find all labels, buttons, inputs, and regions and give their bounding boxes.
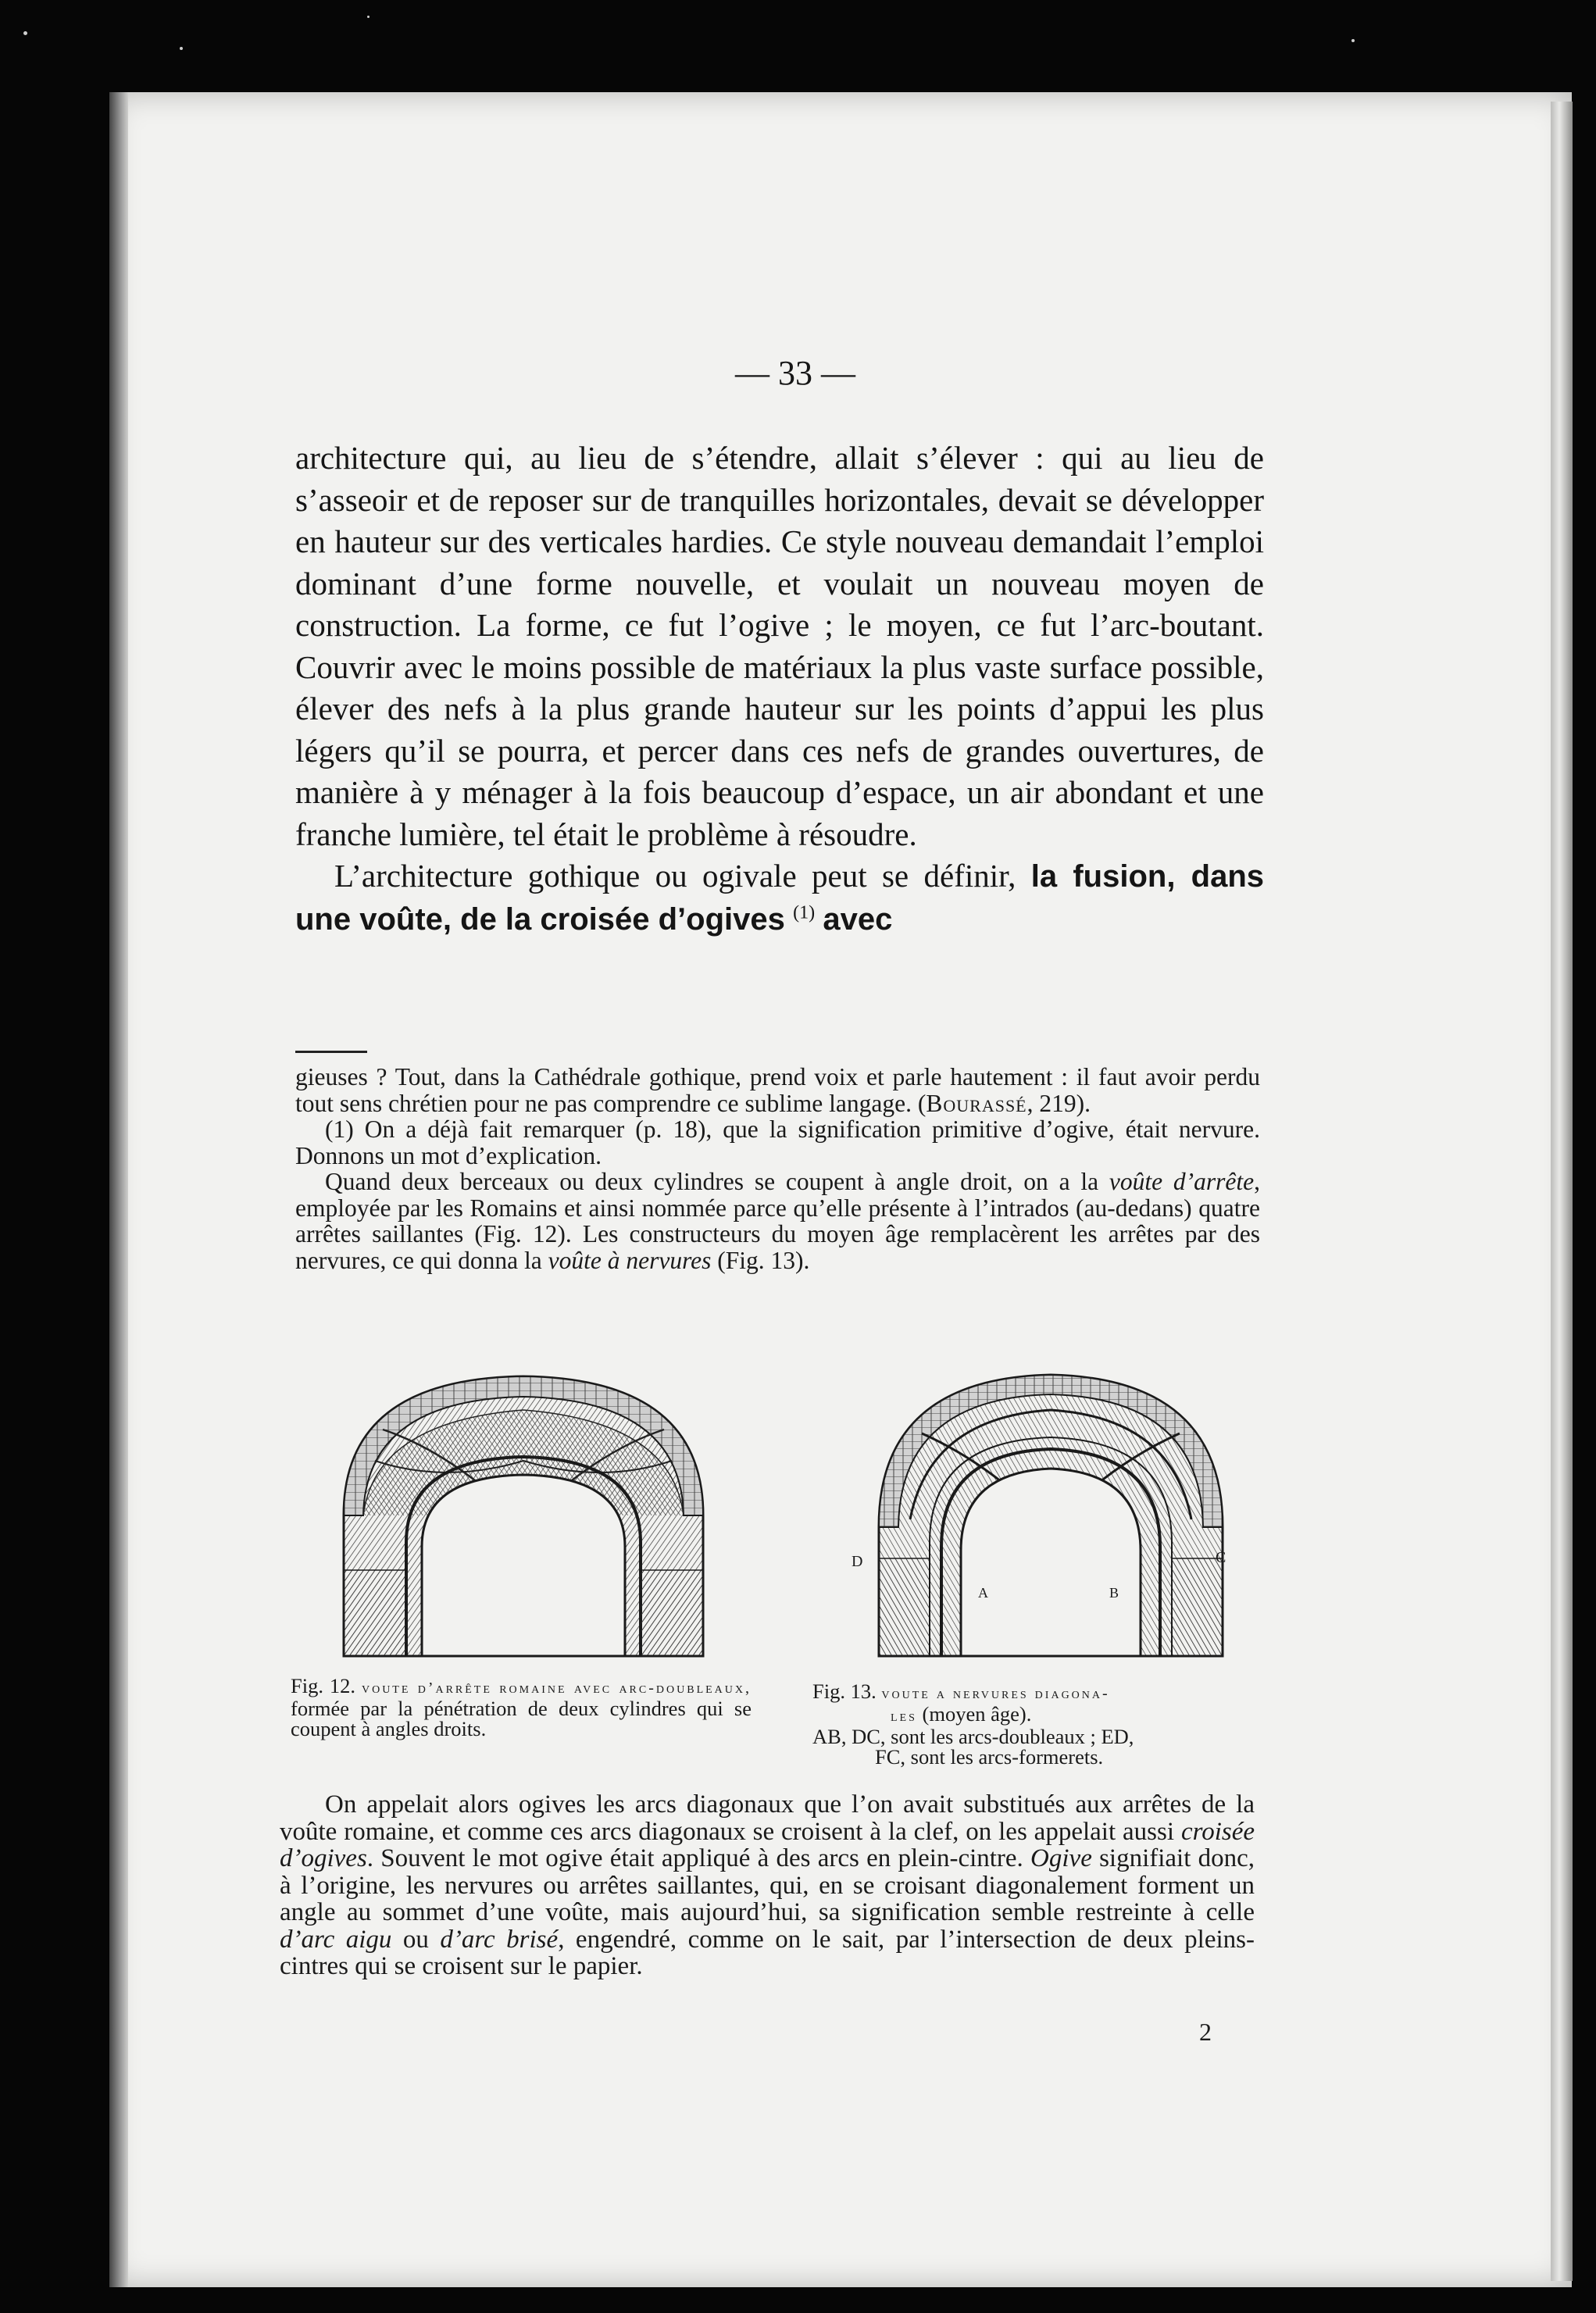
footnote-1-explanation: Quand deux berceaux ou deux cylindres se coupent à angle droit, on a la voûte d’arrête, employée par les Romains et ainsi nommée parce qu’elle présente à l’intrados (au-dedans) quatre arrêtes saillantes (Fig. 12). Les constructeurs du moyen âge remplacèrent les arrêtes par des nervures, ce qui donna la voûte à nervures (Fig. 13). — [295, 1168, 1260, 1274]
paragraph-2-end: avec — [823, 901, 893, 937]
figure-13-letter-a: A — [978, 1585, 988, 1601]
page-number: — 33 — — [735, 354, 855, 392]
figure-12-caption: Fig. 12. voute d’arrête romaine avec arc-doubleaux, formée par la pénétration de deux cylindres qui se coupent à angles droits. — [291, 1674, 752, 1740]
figure-13-letter-d: D — [852, 1553, 863, 1570]
figure-12-roman-groin-vault — [328, 1367, 719, 1664]
paragraph-2-start: L’architecture gothique ou ogivale peut se définir, — [334, 858, 1016, 894]
figure-13-rib-vault — [852, 1371, 1250, 1664]
dust-speck — [23, 31, 27, 35]
page-binding-edge — [109, 92, 128, 2287]
footnote-rule — [295, 1051, 367, 1053]
figure-13-letter-c: C — [1216, 1549, 1226, 1566]
footnote-continuation: gieuses ? Tout, dans la Cathédrale gothique, prend voix et parle hautement : il faut avoir perdu tout sens chrétien pour ne pas comprendre ce sublime langage. (Bourassé, 219). — [295, 1063, 1260, 1117]
page-right-edge — [1551, 102, 1573, 2281]
figure-13-letter-b: B — [1109, 1585, 1119, 1601]
dust-speck — [367, 16, 370, 18]
footnotes — [295, 1064, 1260, 1273]
figure-13-caption: Fig. 13. voute a nervures diagona- les (moyen âge). AB, DC, sont les arcs-doubleaux ; ED, FC, sont les arcs-formerets. — [812, 1679, 1134, 1769]
dust-speck — [180, 47, 183, 50]
body-text — [295, 437, 1264, 941]
citation-author: Bourassé — [926, 1089, 1027, 1117]
paragraph-2-bold: la fusion, dans une voûte, de la croisée d’ogives — [295, 859, 1265, 937]
lower-text: On appelait alors ogives les arcs diagonaux que l’on avait substitués aux arrêtes de la voûte romaine, et comme ces arcs diagonaux se croisent à la clef, on les appelait aussi croisée d’ogives. Souvent le mot ogive était appliqué à des arcs en plein-cintre. Ogive signifiait donc, à l’origine, les nervures ou arrêtes saillantes, qui, en se croisant diagonalement forment un angle au sommet d’une voûte, mais aujourd’hui, sa signification semble restreinte à celle d’arc aigu ou d’arc brisé, engendré, comme on le sait, par l’intersection de deux pleins-cintres qui se croisent sur le papier. — [280, 1790, 1255, 1980]
dust-speck — [1351, 39, 1355, 42]
paragraph-1: architecture qui, au lieu de s’étendre, allait s’élever : qui au lieu de s’asseoir et de reposer sur de tranquilles horizontales, devait se développer en hauteur sur des verticales hardies. Ce style nouveau demandait l’emploi dominant d’une forme nouvelle, et voulait un nouveau moyen de construction. La forme, ce fut l’ogive ; le moyen, ce fut l’arc-boutant. Couvrir avec le moins possible de matériaux la plus vaste surface possible, élever des nefs à la plus grande hauteur sur les points d’appui les plus légers qu’il se pourra, et percer dans ces nefs de grandes ouvertures, de manière à y ménager à la fois beaucoup d’espace, un air abondant et une franche lumière, tel était le problème à résoudre. — [295, 440, 1264, 852]
footnote-reference: (1) — [793, 901, 816, 923]
signature-mark: 2 — [1199, 2018, 1212, 2046]
footnote-1: (1) On a déjà fait remarquer (p. 18), que la signification primitive d’ogive, était nervure. Donnons un mot d’explication. — [295, 1115, 1260, 1169]
